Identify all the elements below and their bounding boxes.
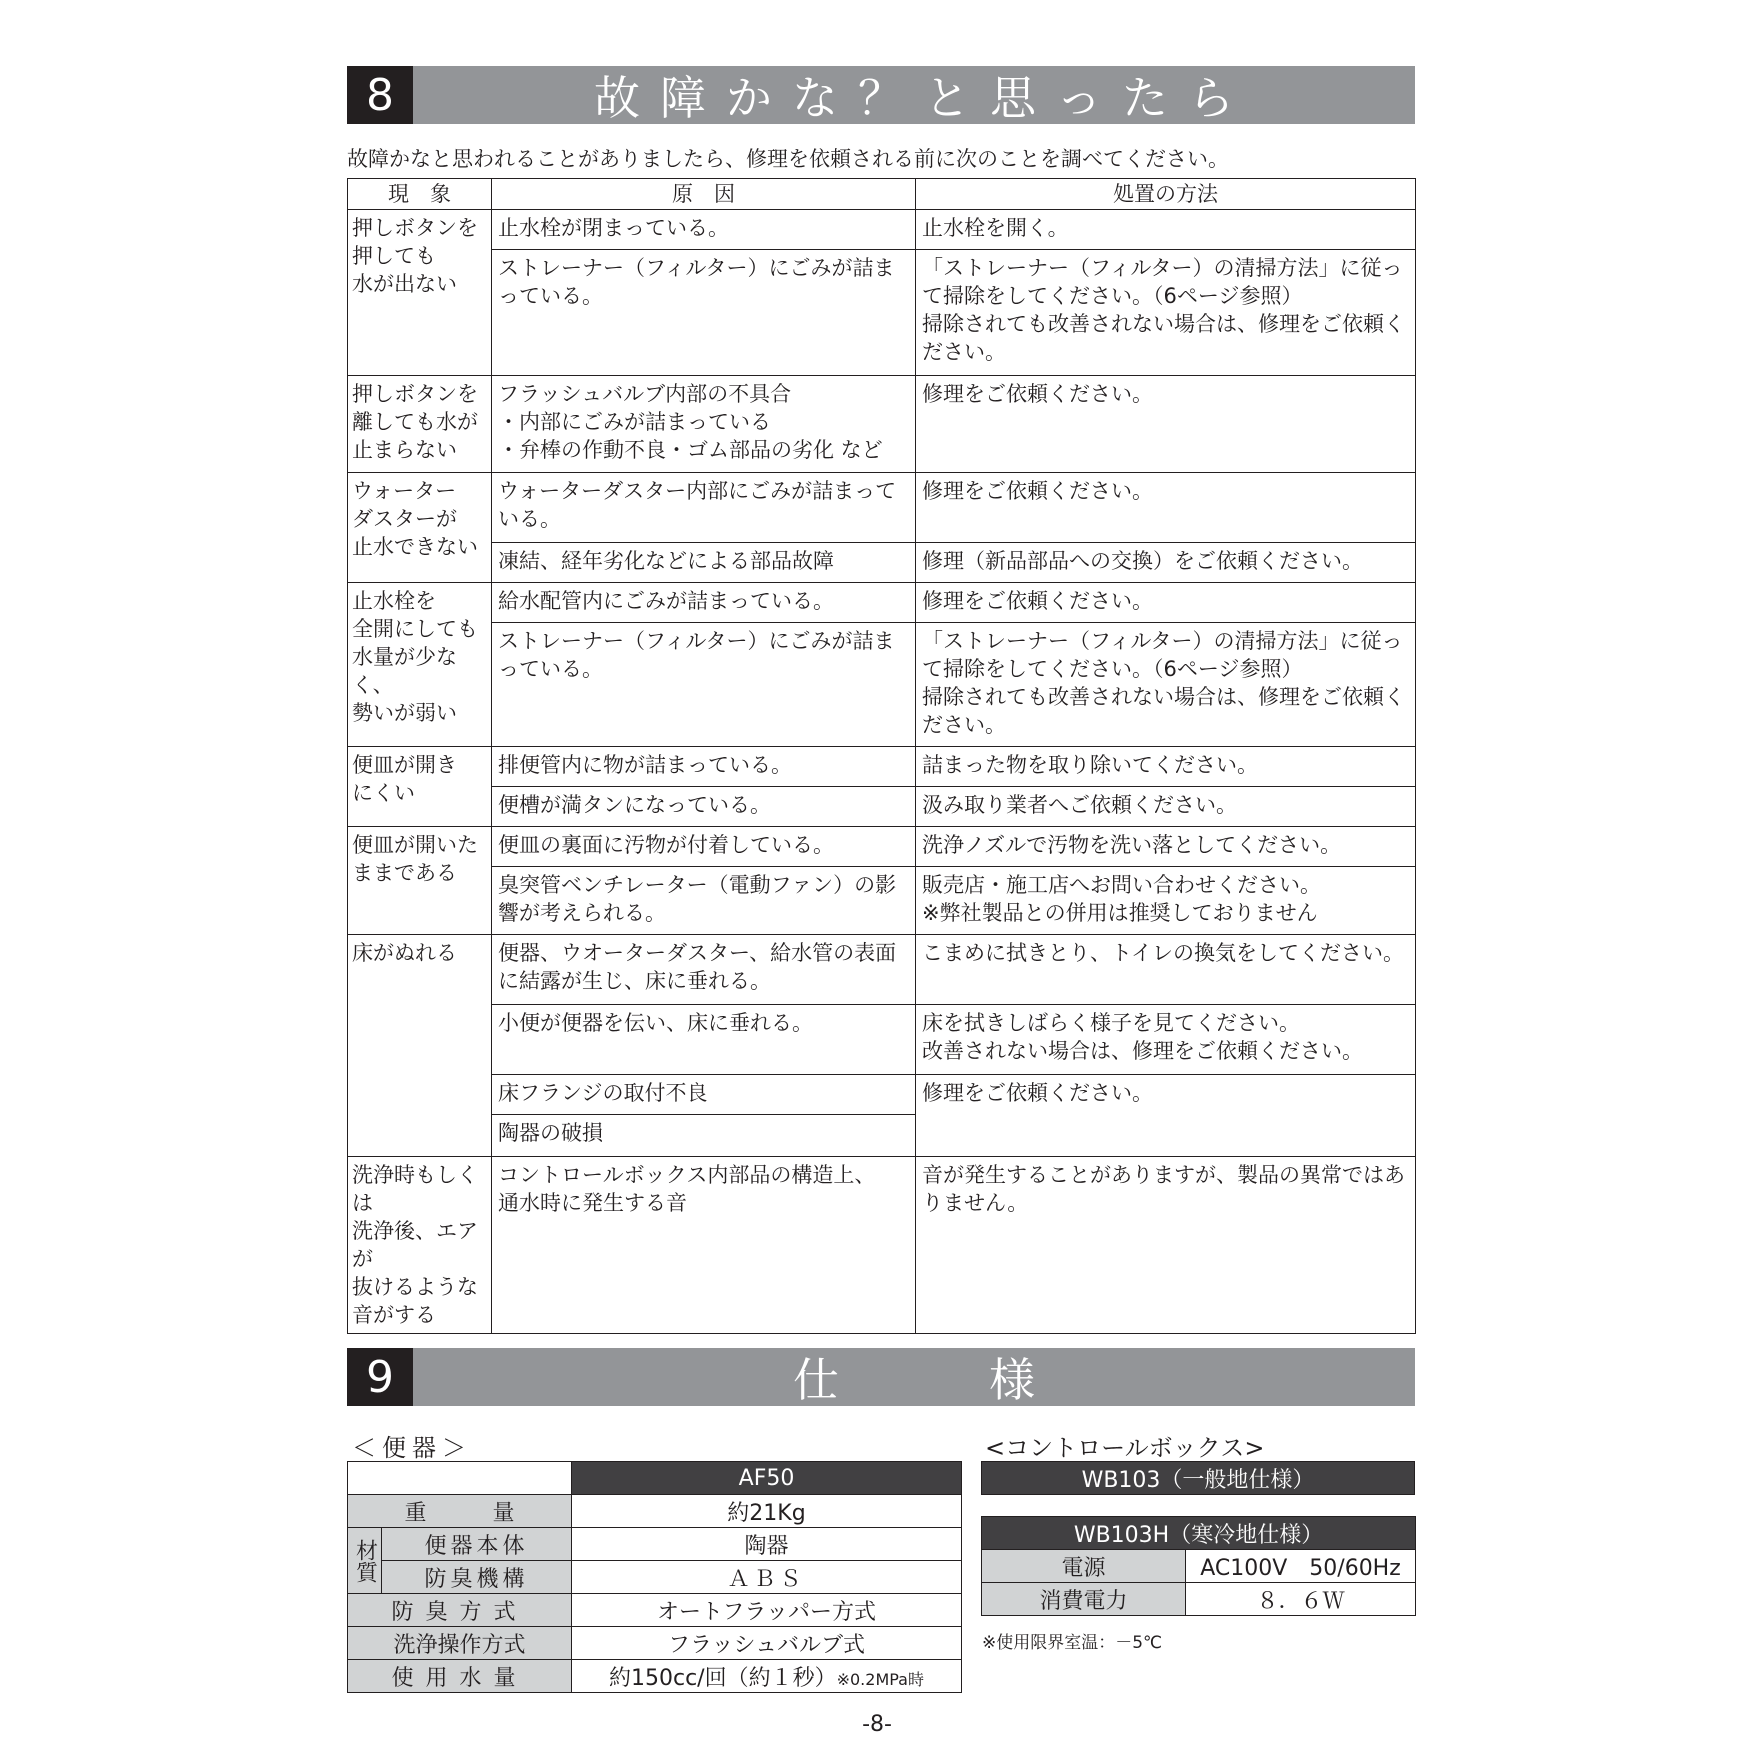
spec-value: オートフラッパー方式 (572, 1594, 962, 1627)
spec-label: 電源 (982, 1550, 1186, 1583)
spec-value (572, 1660, 962, 1693)
water-note: ※0.2MPa時 (836, 1669, 924, 1689)
spec-label: 重 量 (348, 1495, 572, 1528)
table-row (348, 543, 1416, 583)
symptom-cell: 押しボタンを 押しても 水が出ない (348, 210, 492, 376)
header-symptom: 現 象 (348, 179, 492, 210)
cause-cell: 陶器の破損 (492, 1115, 916, 1157)
table-row (348, 1561, 962, 1594)
table-row (348, 473, 1416, 543)
symptom-cell: 便皿が開いた ままである (348, 827, 492, 935)
water-volume: 約150cc/回（約１秒） (608, 1665, 837, 1691)
remedy-cell: 販売店・施工店へお問い合わせください。 ※弊社製品との併用は推奨しておりません (916, 867, 1416, 935)
spec-value: 約21Kg (572, 1495, 962, 1528)
table-row (348, 376, 1416, 473)
bowl-spec-heading: ＜便器＞ (352, 1434, 472, 1462)
spec-value: 陶器 (572, 1528, 962, 1561)
cause-cell: 臭突管ベンチレーター（電動ファン）の影響が考えられる。 (492, 867, 916, 935)
section-number: 9 (347, 1348, 413, 1406)
symptom-cell: 床がぬれる (348, 935, 492, 1157)
cause-cell: 止水栓が閉まっている。 (492, 210, 916, 250)
remedy-cell: 汲み取り業者へご依頼ください。 (916, 787, 1416, 827)
remedy-cell: 「ストレーナー（フィルター）の清掃方法」に従って掃除をしてください。（6ページ参照） 掃除されても改善されない場合は、修理をご依頼ください。 (916, 623, 1416, 747)
section-number: 8 (347, 66, 413, 124)
table-row (348, 867, 1416, 935)
table-row (348, 210, 1416, 250)
symptom-cell: 洗浄時もしくは 洗浄後、エアが 抜けるような 音がする (348, 1157, 492, 1334)
spec-label: 防臭機構 (382, 1561, 572, 1594)
cause-cell: 凍結、経年劣化などによる部品故障 (492, 543, 916, 583)
section-8-header (347, 66, 1415, 124)
cause-cell: フラッシュバルブ内部の不具合 ・内部にごみが詰まっている ・弁棒の作動不良・ゴム部品の劣化 など (492, 376, 916, 473)
section-title: 仕様 (793, 1353, 1185, 1407)
header-remedy: 処置の方法 (916, 179, 1416, 210)
cause-cell: 便皿の裏面に汚物が付着している。 (492, 827, 916, 867)
control-box-heading: <コントロールボックス> (985, 1434, 1265, 1462)
table-row (982, 1550, 1416, 1583)
remedy-cell: 音が発生することがありますが、製品の異常ではありません。 (916, 1157, 1416, 1334)
page-number: -8- (862, 1712, 892, 1737)
table-row (348, 935, 1416, 1005)
cause-cell: ストレーナー（フィルター）にごみが詰まっている。 (492, 623, 916, 747)
remedy-cell: 「ストレーナー（フィルター）の清掃方法」に従って掃除をしてください。（6ページ参照） 掃除されても改善されない場合は、修理をご依頼ください。 (916, 250, 1416, 376)
remedy-cell: 修理をご依頼ください。 (916, 473, 1416, 543)
table-row (348, 1462, 962, 1495)
table-row (348, 747, 1416, 787)
cause-cell: 給水配管内にごみが詰まっている。 (492, 583, 916, 623)
remedy-cell: こまめに拭きとり、トイレの換気をしてください。 (916, 935, 1416, 1005)
cause-cell: 便器、ウオーターダスター、給水管の表面に結露が生じ、床に垂れる。 (492, 935, 916, 1005)
section-title: 故障かな？と思ったら (594, 71, 1254, 125)
spec-label: 防臭方式 (348, 1594, 572, 1627)
table-row (348, 1660, 962, 1693)
spec-value: AC100V 50/60Hz (1186, 1550, 1416, 1583)
spec-value: ＡＢＳ (572, 1561, 962, 1594)
cause-cell: 便槽が満タンになっている。 (492, 787, 916, 827)
header-cause: 原 因 (492, 179, 916, 210)
blank-cell (348, 1462, 572, 1495)
bowl-spec-table (347, 1461, 962, 1693)
table-row (982, 1462, 1415, 1495)
remedy-cell: 修理（新品部品への交換）をご依頼ください。 (916, 543, 1416, 583)
cause-cell: コントロールボックス内部品の構造上、 通水時に発生する音 (492, 1157, 916, 1334)
spec-value: フラッシュバルブ式 (572, 1627, 962, 1660)
table-row (348, 1075, 1416, 1115)
remedy-cell: 詰まった物を取り除いてください。 (916, 747, 1416, 787)
control-box-model-table (981, 1461, 1415, 1495)
remedy-cell: 止水栓を開く。 (916, 210, 1416, 250)
cause-cell: 排便管内に物が詰まっている。 (492, 747, 916, 787)
model-cell: WB103（一般地仕様） (982, 1462, 1415, 1495)
spec-label: 便器本体 (382, 1528, 572, 1561)
material-label: 材質 (348, 1528, 382, 1594)
remedy-cell: 修理をご依頼ください。 (916, 583, 1416, 623)
table-row (348, 1528, 962, 1561)
table-row (348, 787, 1416, 827)
symptom-cell: 止水栓を 全開にしても 水量が少なく、 勢いが弱い (348, 583, 492, 747)
spec-label: 消費電力 (982, 1583, 1186, 1616)
spec-value: ８．６Ｗ (1186, 1583, 1416, 1616)
symptom-cell: ウォーター ダスターが 止水できない (348, 473, 492, 583)
table-row (348, 1005, 1416, 1075)
table-row (348, 623, 1416, 747)
model-cell: AF50 (572, 1462, 962, 1495)
spec-label: 使用水量 (348, 1660, 572, 1693)
model-cell: WB103H（寒冷地仕様） (982, 1517, 1416, 1550)
table-row (982, 1517, 1416, 1550)
remedy-cell: 床を拭きしばらく様子を見てください。 改善されない場合は、修理をご依頼ください。 (916, 1005, 1416, 1075)
table-row (348, 827, 1416, 867)
section-9-header (347, 1348, 1415, 1406)
cause-cell: 床フランジの取付不良 (492, 1075, 916, 1115)
cause-cell: ウォーターダスター内部にごみが詰まっている。 (492, 473, 916, 543)
control-box-spec-table (981, 1516, 1416, 1616)
remedy-cell: 修理をご依頼ください。 (916, 376, 1416, 473)
table-header-row (348, 179, 1416, 210)
troubleshooting-table (347, 178, 1416, 1334)
intro-text: 故障かなと思われることがありましたら、修理を依頼される前に次のことを調べてください。 (347, 147, 1229, 171)
temperature-note: ※使用限界室温：－5℃ (982, 1633, 1163, 1653)
table-row (348, 1627, 962, 1660)
spec-label: 洗浄操作方式 (348, 1627, 572, 1660)
remedy-cell: 洗浄ノズルで汚物を洗い落としてください。 (916, 827, 1416, 867)
table-row (348, 1594, 962, 1627)
table-row (348, 1157, 1416, 1334)
cause-cell: ストレーナー（フィルター）にごみが詰まっている。 (492, 250, 916, 376)
table-row (348, 250, 1416, 376)
symptom-cell: 押しボタンを 離しても水が 止まらない (348, 376, 492, 473)
remedy-cell: 修理をご依頼ください。 (916, 1075, 1416, 1157)
cause-cell: 小便が便器を伝い、床に垂れる。 (492, 1005, 916, 1075)
table-row (348, 1495, 962, 1528)
symptom-cell: 便皿が開き にくい (348, 747, 492, 827)
table-row (348, 583, 1416, 623)
table-row (982, 1583, 1416, 1616)
